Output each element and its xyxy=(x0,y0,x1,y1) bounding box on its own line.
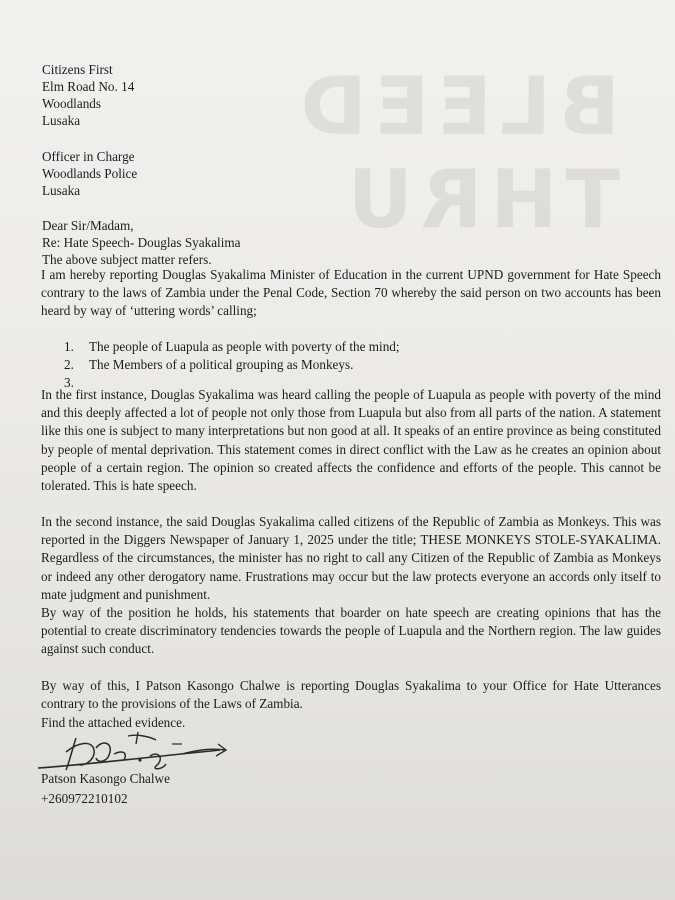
closing-paragraph: By way of this, I Patson Kasongo Chalwe is reporting Douglas Syakalima to your Office for Hate Utterances contrary to the provisions of the Laws of Zambia. xyxy=(41,678,661,712)
position-paragraph: By way of the position he holds, his statements that boarder on hate speech are creating opinions that has the potential to create discriminatory tendencies towards the people of Luapula and the Northern region. The law guides against such conduct. xyxy=(41,605,661,657)
sender-line: Lusaka xyxy=(42,113,81,128)
intro-paragraph: I am hereby reporting Douglas Syakalima Minister of Education in the current UPND government for Hate Speech contrary to the laws of Zambia under the Penal Code, Section 70 whereby the said person on two accounts has been heard by way of ‘uttering words’ calling; xyxy=(41,267,661,319)
show-through-text: BLEED THRU xyxy=(292,60,620,246)
closing-line: Find the attached evidence. xyxy=(41,715,186,730)
list-item xyxy=(64,356,400,374)
list-text: The Members of a political grouping as Monkeys. xyxy=(89,357,354,372)
signatory-name: Patson Kasongo Chalwe xyxy=(41,771,170,786)
signatory-phone: +260972210102 xyxy=(41,791,128,806)
second-instance-paragraph: In the second instance, the said Douglas Syakalima called citizens of the Republic of Zambia as Monkeys. This was reported in the Diggers Newspaper of January 1, 2025 under the title; THESE MONKEYS STOLE-SYAKALIMA. Regardless of the circumstances, the minister has no right to call any Citizen of the Republic of Zambia as Monkeys or indeed any other derogatory name. Frustrations may occur but the law protects everyone an accords only itself to mate judgment and punishment. xyxy=(41,514,661,602)
first-instance-paragraph: In the first instance, Douglas Syakalima was heard calling the people of Luapula as people with poverty of the mind and this deeply affected a lot of people not only those from Luapula but also from all parts of the nation. A statement like this one is subject to many interpretations but non good at all. It speaks of an entire province as being constituted by people of mental deprivation. This statement comes in direct conflict with the Law as he creates an opinion about people of a certain region. The opinion so created affects the confidence and efforts of the people. This cannot be tolerated. This is hate speech. xyxy=(41,387,661,494)
recipient-address xyxy=(42,148,137,199)
sender-line: Citizens First xyxy=(42,62,113,77)
list-number: 1. xyxy=(64,339,74,354)
subject-line: Re: Hate Speech- Douglas Syakalima xyxy=(42,235,241,250)
list-text: The people of Luapula as people with poverty of the mind; xyxy=(89,339,400,354)
recipient-line: Woodlands Police xyxy=(42,166,138,181)
list-number: 3. xyxy=(64,375,74,390)
sender-address xyxy=(42,61,134,129)
sender-line: Elm Road No. 14 xyxy=(42,79,135,94)
recipient-line: Lusaka xyxy=(42,183,81,198)
recipient-line: Officer in Charge xyxy=(42,149,135,164)
sender-line: Woodlands xyxy=(42,96,102,111)
salutation: Dear Sir/Madam, xyxy=(42,218,134,233)
intro-line: The above subject matter refers. xyxy=(42,252,212,267)
accusation-list xyxy=(64,338,400,392)
list-number: 2. xyxy=(64,357,74,372)
salutation-block xyxy=(42,217,241,268)
list-item xyxy=(64,338,400,356)
signatory-block xyxy=(41,770,170,807)
